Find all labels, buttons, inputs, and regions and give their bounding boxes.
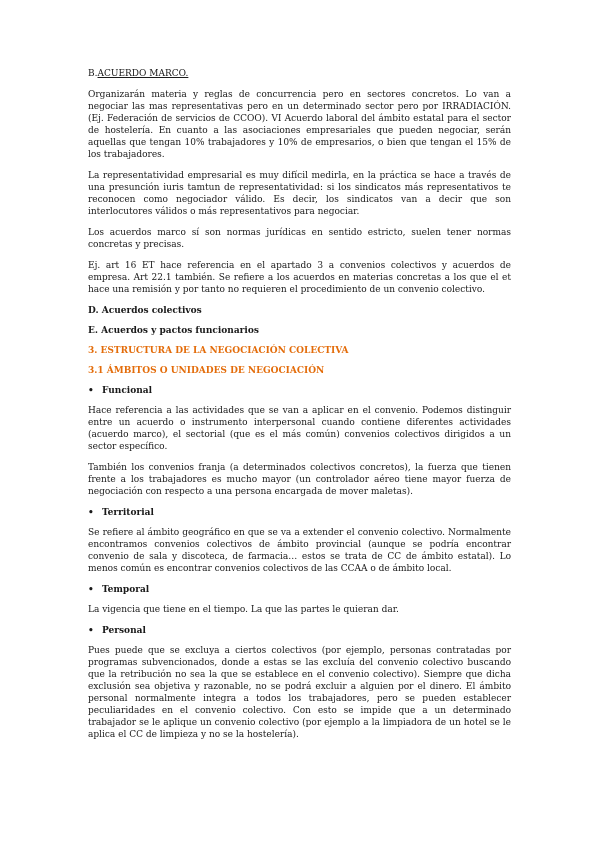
paragraph-b-2: La representatividad empresarial es muy difícil medirla, en la práctica se hace a través de una presunción iuris tamtun de representatividad: si los sindicatos más representativos te reconocen como negociador válido. Es decir, los sindicatos van a decir que son interlocutores válidos o más representativos para negociar.: [88, 171, 511, 217]
funcional-paragraph-1: Hace referencia a las actividades que se van a aplicar en el convenio. Podemos distinguir entre un acuerdo o instrumento interpersonal cuando contiene diferentes actividades (acuerdo marco), el sectorial (que es el más común) convenios colectivos dirigidos a un sector específico.: [88, 406, 511, 452]
bullet-personal-title: Personal: [102, 626, 146, 636]
section-b-heading: [88, 68, 511, 80]
territorial-paragraph-1: Se refiere al ámbito geográfico en que se va a extender el convenio colectivo. Normalmente encontramos convenios colectivos de ámbito provincial (aunque se podría encontrar convenio de sala y discoteca, de farmacia… estos se trata de CC de ámbito estatal). Lo menos común es encontrar convenios colectivos de las CCAA o de ámbito local.: [88, 528, 511, 574]
bullet-temporal-title: Temporal: [102, 585, 150, 595]
bullet-territorial-title: Territorial: [102, 508, 154, 518]
bullet-icon: •: [88, 386, 94, 396]
paragraph-b-3: Los acuerdos marco sí son normas jurídicas en sentido estricto, suelen tener normas concretas y precisas.: [88, 228, 511, 250]
bullet-icon: •: [88, 585, 94, 595]
paragraph-b-1: Organizarán materia y reglas de concurrencia pero en sectores concretos. Lo van a negociar las mas representativas pero en un determinado sector pero por IRRADIACIÓN. (Ej. Federación de servicios de CCOO). VI Acuerdo laboral del ámbito estatal para el sector de hostelería. En cuanto a las asociaciones empresariales que pueden negociar, serán aquellas que tengan 10% trabajadores y 10% de empresarios, o bien que tengan el 15% de los trabajadores.: [88, 90, 511, 160]
bullet-icon: •: [88, 508, 94, 518]
bullet-territorial: [88, 507, 511, 519]
bullet-funcional: [88, 385, 511, 397]
heading-estructura: 3. ESTRUCTURA DE LA NEGOCIACIÓN COLECTIVA: [88, 346, 349, 356]
paragraph-b-4: Ej. art 16 ET hace referencia en el apartado 3 a convenios colectivos y acuerdos de empresa. Art 22.1 también. Se refiere a los acuerdos en materias concretas a los que el et hace una remisión y por tanto no requieren el procedimiento de un convenio colectivo.: [88, 261, 511, 295]
bullet-icon: •: [88, 626, 94, 636]
item-e-acuerdos-funcionarios: E. Acuerdos y pactos funcionarios: [88, 326, 259, 336]
temporal-paragraph-1: La vigencia que tiene en el tiempo. La que las partes le quieran dar.: [88, 605, 399, 615]
bullet-temporal: [88, 584, 511, 596]
section-b-title: ACUERDO MARCO.: [97, 69, 189, 79]
bullet-personal: [88, 625, 511, 637]
item-d-acuerdos-colectivos: D. Acuerdos colectivos: [88, 306, 202, 316]
section-b-letter: B.: [88, 69, 98, 79]
funcional-paragraph-2: También los convenios franja (a determinados colectivos concretos), la fuerza que tienen frente a los trabajadores es mucho mayor (un controlador aéreo tiene mayor fuerza de negociación con respecto a una persona encargada de mover maletas).: [88, 463, 511, 497]
personal-paragraph-1: Pues puede que se excluya a ciertos colectivos (por ejemplo, personas contratadas por programas subvencionados, donde a estas se las excluía del convenio colectivo buscando que la retribución no sea la que se establece en el convenio colectivo). Siempre que dicha exclusión sea objetiva y razonable, no se podrá excluir a alguien por el dinero. El ámbito personal normalmente integra a todos los trabajadores, pero se pueden establecer peculiaridades en el convenio colectivo. Con esto se impide que a un determinado trabajador se le aplique un convenio colectivo (por ejemplo a la limpiadora de un hotel se le aplica el CC de limpieza y no se la hostelería).: [88, 646, 511, 740]
heading-ambitos: 3.1 ÁMBITOS O UNIDADES DE NEGOCIACIÓN: [88, 366, 325, 376]
bullet-funcional-title: Funcional: [102, 386, 153, 396]
